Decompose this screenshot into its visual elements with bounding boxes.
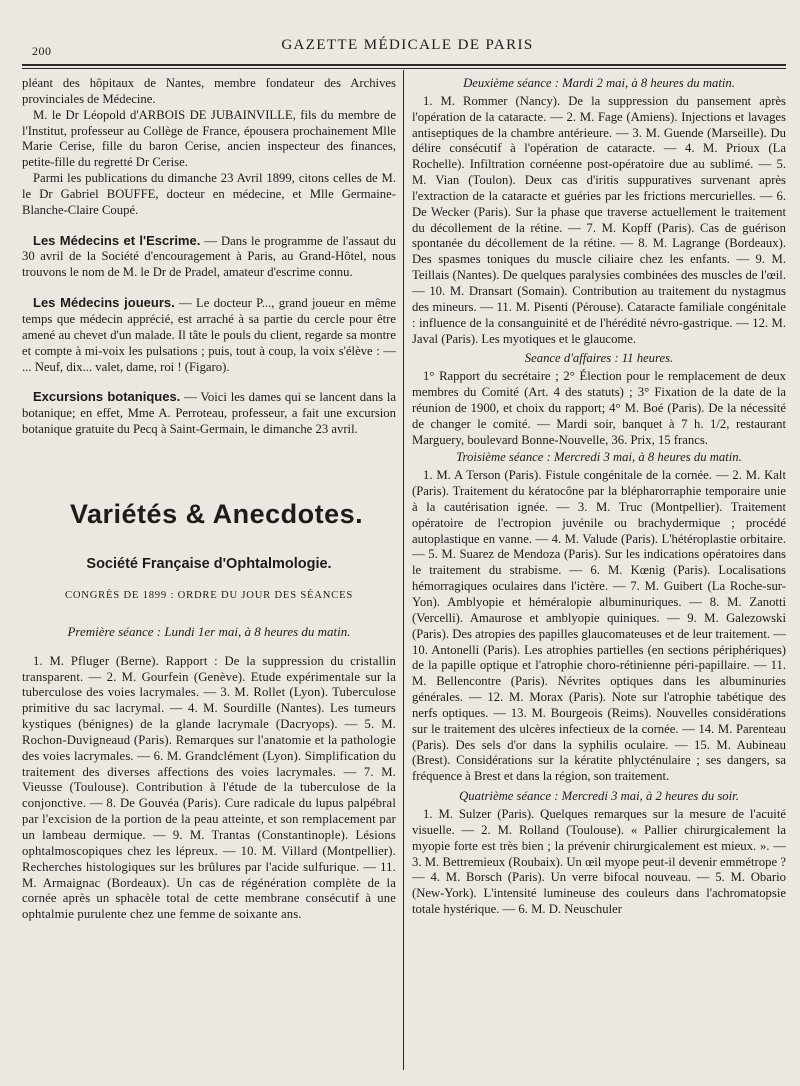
column-divider xyxy=(403,70,404,1070)
seance1-heading: Première séance : Lundi 1er mai, à 8 heures du matin. xyxy=(67,623,351,639)
escrime-text: — Dans le programme de l'assaut du 30 avril de la Société d'encouragement à Paris, au Grand-Hôtel, nous trouvons le nom de M. le Dr de Pradel, amateur d'escrime connu. xyxy=(22,233,396,280)
page-number: 200 xyxy=(32,44,52,58)
seance4-heading: Quatrième séance : Mercredi 3 mai, à 2 heures du soir. xyxy=(459,789,739,804)
seance2-heading: Deuxième séance : Mardi 2 mai, à 8 heures du matin. xyxy=(463,76,735,90)
section-title: Variétés & Anecdotes. xyxy=(70,498,364,529)
seance1-text: 1. M. Pfluger (Berne). Rapport : De la suppression du cristallin transparent. — 2. M. Gourfein (Genève). Etude expérimentale sur la tuberculose des voies lacrymales. — 3. M. Rollet (Lyon). Tuberculose primitive du sac lacrymal. — 4. M. Sourdille (Nantes). Les tumeurs kystiques (bénignes) de la glande lacrymale (Dacryops). — 5. M. Rochon-Duvigneaud (Paris). Remarques sur l'anatomie et la pathologie des voies lacrymales. — 6. M. Grandclément (Lyon). Simplification du traitement des diverses affections des voies lacrymales. — 7. M. Vieusse (Toulouse). Contribution à l'étude de la tuberculose de la conjonctive. — 8. De Gouvéa (Paris). Cure radicale du lupus palpébral par l'excision de la portion de la peau atteinte, et son remplacement par un lambeau dermique. — 9. M. Trantas (Constantinople). Lésions ophtalmoscopiques chez les lépreux. — 10. M. Villard (Montpellier). Recherches histologiques sur les brûlures par l'acide sulfurique. — 11. M. Armaignac (Bordeaux). Un cas de régénération complète de la cornée après un sphacèle total de cette membrane consécutif à une ophtalmie purulente chez une femme de soixante ans. xyxy=(22,653,396,922)
botaniques-heading: Excursions botaniques. xyxy=(33,389,181,405)
right-column xyxy=(412,76,786,918)
left-column xyxy=(22,76,396,923)
item-botaniques xyxy=(22,389,396,438)
paragraph-hopitaux: pléant des hôpitaux de Nantes, membre fondateur des Archives provinciales de Médecine. xyxy=(22,76,396,106)
affaires-heading: Seance d'affaires : 11 heures. xyxy=(524,351,674,366)
item-joueurs xyxy=(22,295,396,375)
header-rule-thin xyxy=(22,68,786,69)
joueurs-heading: Les Médecins joueurs. xyxy=(33,295,175,311)
page-header xyxy=(30,38,785,58)
seance2-text: 1. M. Rommer (Nancy). De la suppression du pansement après l'opération de la cataracte. — 2. M. Fage (Amiens). Injections et lavages antiseptiques de la chambre antérieure. — 3. M. Guende (Marseille). Du délire consécutif à l'opération de cataracte. — 4. M. Prioux (La Rochelle). Infiltration cornéenne post-opératoire due au sublimé. — 5. M. Vian (Toulon). Deux cas d'iritis suppuratives survenant après l'extraction de la cataracte et guéries par les frictions mercurielles. — 6. De Wecker (Paris). Sur la phase que traverse actuellement le traitement du décollement de la rétine. — 7. M. Kopff (Paris). Cas de guérison spontanée du décollement de la rétine. — 8. M. Lagrange (Bordeaux). Des spasmes toniques du muscle ciliaire chez les enfants. — 9. M. Teillais (Nantes). De quelques paralysies combinées des muscles de l'œil. — 10. M. Dransart (Somain). Contribution au traitement du nystagmus des mineurs. — 11. M. Pisenti (Pérouse). Cataracte familiale congénitale : influence de la consanguinité et de l'hérédité névro-gastrique. — 12. M. Javal (Paris). Les myotiques et le glaucome. xyxy=(412,93,786,346)
running-title: GAZETTE MÉDICALE DE PARIS xyxy=(281,37,534,53)
seance3-text: 1. M. A Terson (Paris). Fistule congénitale de la cornée. — 2. M. Kalt (Paris). Traitement du kératocône par la blépharorraphie temporaire unie à la cautérisation ignée. — 3. M. Truc (Montpellier). Traitement opératoire de l'ectropion juvénile ou brachydermique ; procédé autoplastique en vanne. — 4. M. Valude (Paris). L'hétéroplastie orbitaire. — 5. M. Suarez de Mendoza (Paris). Sur les indications opératoires dans le traitement du strabisme. — 6. M. Kœnig (Paris). Localisations hémorragiques oculaires dans l'ictère. — 7. M. Guibert (La Roche-sur-Yon). Amblyopie et héméralopie albuminuriques. — 8. M. Zanotti (Vercelli). Amaurose et amblyopie quiniques. — 9. M. Galezowski (Paris). Des atropies des papilles glaucomateuses et de leur traitement. — 10. Antonelli (Paris). Les atrophies partielles (en sections périphériques) de la papille optique et l'atrophie choro-rétinienne péri-papillaire. — 11. M. Bellencontre (Paris). Névrites optiques dans les albuminuries générales. — 12. M. Morax (Paris). Note sur l'atrophie tabétique des nerfs optiques. — 13. M. Bourgeois (Reims). Nouvelles considérations sur le traitement des ulcères infectieux de la cornée. — 14. M. Parenteau (Paris). Des sels d'or dans la syphilis oculaire. — 15. M. Aubineau (Brest). Considérations sur la kératite phlycténulaire ; ses dangers, sa fréquence à Brest et dans la région, son traitement. xyxy=(412,468,786,784)
escrime-heading: Les Médecins et l'Escrime. xyxy=(33,232,201,248)
affaires-text: 1° Rapport du secrétaire ; 2° Élection pour le remplacement de deux membres du Comité (Art. 4 des statuts) ; 3° Fixation de la date de la réunion de 1900, et choix du rapport; 4° M. Boé (Paris). De la nécessité de changer le comité. — Mardi soir, banquet à 7 h. 1/2, restaurant Marguery, boulevard Bonne-Nouvelle, 36. Prix, 15 francs. xyxy=(412,369,786,447)
seance4-text: 1. M. Sulzer (Paris). Quelques remarques sur la mesure de l'acuité visuelle. — 2. M. Rolland (Toulouse). « Pallier chirurgicalement la myopie forte est très bien ; la prévenir chirurgicalement est mieux. ». — 3. M. Bettremieux (Roubaix). Un œil myope peut-il devenir emmétrope ? — 4. M. Borsch (Paris). Un verre bifocal nouveau. — 5. M. Obario (New-York). L'intensité lumineuse des couleurs dans l'achromatopsie totale hystérique. — 6. M. D. Neuschuler xyxy=(412,806,786,917)
seance3-heading: Troisième séance : Mercredi 3 mai, à 8 heures du matin. xyxy=(456,450,742,465)
congress-line: CONGRÈS DE 1899 : ORDRE DU JOUR DES SÉANCES xyxy=(64,589,354,601)
society-title: Société Française d'Ophtalmologie. xyxy=(86,555,332,572)
header-rule xyxy=(22,64,786,66)
joueurs-text: — Le docteur P..., grand joueur en même temps que médecin apprécié, est arraché à sa partie du cercle pour être amené au chevet d'un malade. Il tâte le pouls du client, regarde sa montre et compte à mi-voix les pulsations ; puis, tout à coup, la voix s'élève : — ... Neuf, dix... valet, dame, roi ! (Figaro). xyxy=(22,296,396,374)
paragraph-jubainville: M. le Dr Léopold d'ARBOIS DE JUBAINVILLE, fils du membre de l'Institut, professeur au Collège de France, épousera prochainement Mlle Marie Cerise, fille du baron Cerise, ancien inspecteur des finances, petite-fille du regretté Dr Cerise. xyxy=(22,107,396,170)
paragraph-publications: Parmi les publications du dimanche 23 Avril 1899, citons celles de M. le Dr Gabriel BOUFFE, docteur en médecine, et Mlle Germaine-Blanche-Claire Coupé. xyxy=(22,171,396,217)
item-escrime xyxy=(22,233,396,282)
botaniques-text: — Voici les dames qui se lancent dans la botanique; en effet, Mme A. Perroteau, professeur, a fait une excursion botanique gratuite du Pecq à Saint-Germain, le dimanche 23 avril. xyxy=(22,390,396,437)
